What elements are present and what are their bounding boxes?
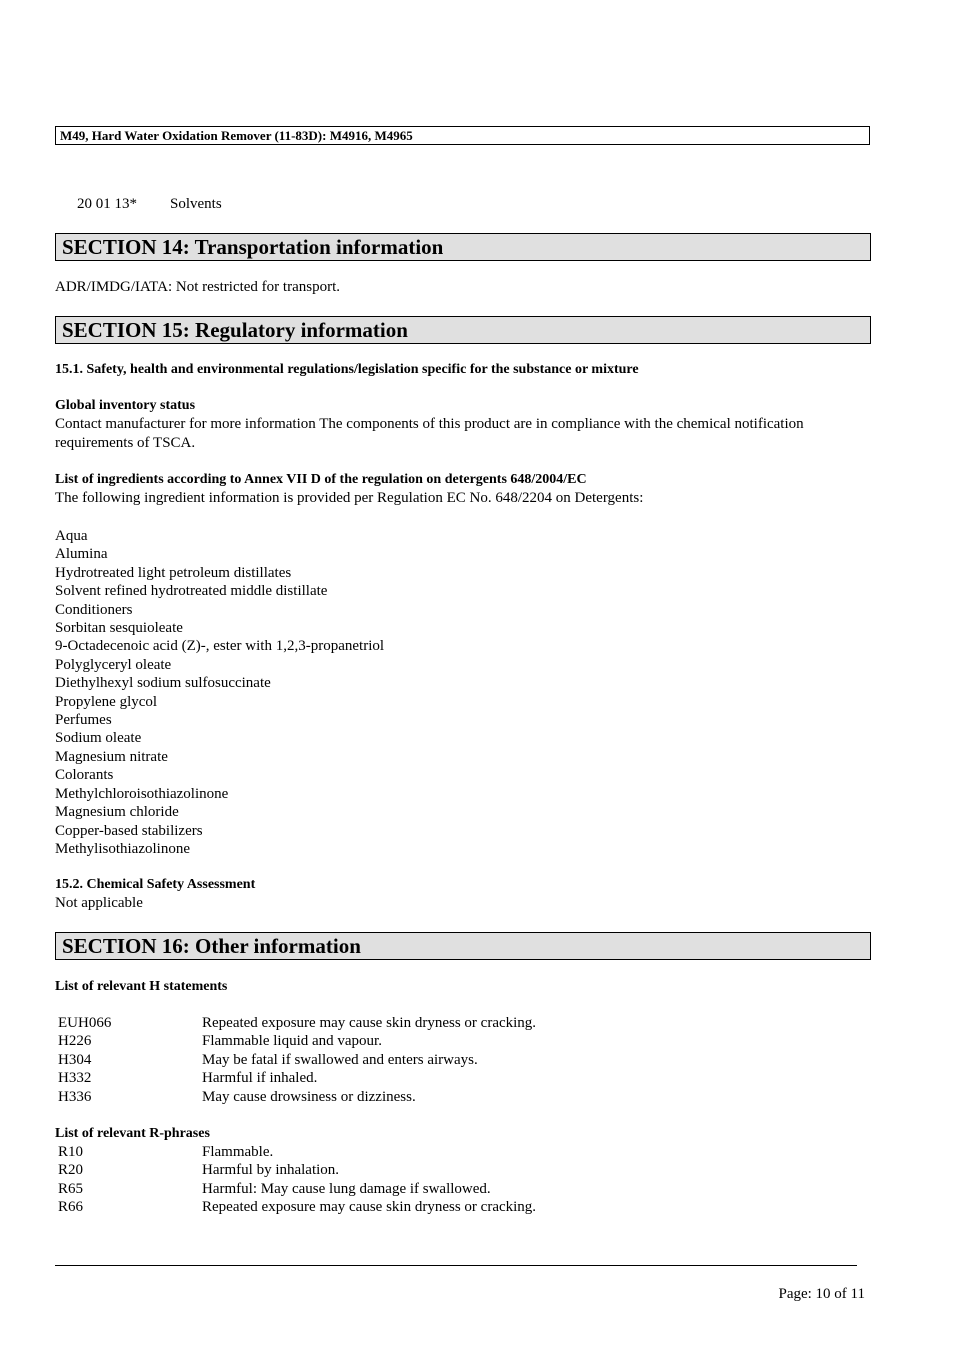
transport-text: ADR/IMDG/IATA: Not restricted for transport. [55, 279, 340, 295]
csa-heading: 15.2. Chemical Safety Assessment [55, 877, 256, 892]
section-15-title: SECTION 15: Regulatory information [55, 316, 871, 344]
h-statement-row-text: May be fatal if swallowed and enters airways. [202, 1051, 478, 1068]
document-header: M49, Hard Water Oxidation Remover (11-83D): M4916, M4965 [55, 126, 870, 145]
r-phrase-row [0, 1199, 954, 1217]
ingredient-item: Diethylhexyl sodium sulfosuccinate [55, 675, 271, 692]
h-statement-row-text: Flammable liquid and vapour. [202, 1033, 382, 1050]
h-statement-row-code: H332 [58, 1070, 92, 1087]
h-statement-row [0, 1070, 954, 1088]
ingredient-item: Alumina [55, 546, 108, 563]
ingredient-item: Colorants [55, 767, 114, 784]
inventory-line-1: Contact manufacturer for more information The components of this product are in compliance with the chemical notification [55, 416, 804, 432]
ingredient-item: Methylchloroisothiazolinone [55, 785, 229, 802]
ingredient-item: Sodium oleate [55, 730, 142, 747]
ingredient-item: Aqua [55, 528, 88, 544]
ingredient-item: Sorbitan sesquioleate [55, 620, 183, 637]
h-statement-row-code: H304 [58, 1051, 92, 1068]
h-statement-row-text: May cause drowsiness or dizziness. [202, 1088, 416, 1105]
ingredient-item: Propylene glycol [55, 693, 158, 710]
csa-text: Not applicable [55, 895, 143, 911]
h-statement-row-code: EUH066 [58, 1015, 112, 1031]
subsection-15-1: 15.1. Safety, health and environmental regulations/legislation specific for the substance or mixture [55, 362, 639, 377]
r-phrase-row [0, 1144, 954, 1162]
ingredients-intro: The following ingredient information is provided per Regulation EC No. 648/2204 on Detergents: [55, 490, 644, 506]
ingredient-item: Conditioners [55, 601, 133, 618]
ingredient-item: Magnesium nitrate [55, 748, 168, 765]
ingredient-item: 9-Octadecenoic acid (Z)-, ester with 1,2,3-propanetriol [55, 638, 385, 655]
ingredient-item: Copper-based stabilizers [55, 822, 203, 839]
h-statement-row [0, 1052, 954, 1070]
page-number: Page: 10 of 11 [778, 1286, 865, 1302]
r-phrase-row-code: R20 [58, 1162, 84, 1179]
h-statement-row-text: Harmful if inhaled. [202, 1070, 318, 1087]
r-phrase-row-code: R66 [58, 1199, 84, 1216]
ingredient-item: Magnesium chloride [55, 804, 179, 821]
section-14-title: SECTION 14: Transportation information [55, 233, 871, 261]
ingredient-item: Hydrotreated light petroleum distillates [55, 564, 292, 581]
r-phrase-row-text: Flammable. [202, 1144, 274, 1160]
inventory-line-2: requirements of TSCA. [55, 435, 196, 451]
r-phrase-row-code: R65 [58, 1180, 84, 1197]
ingredient-item: Solvent refined hydrotreated middle distillate [55, 583, 328, 600]
ingredients-heading: List of ingredients according to Annex VII D of the regulation on detergents 648/2004/EC [55, 472, 587, 487]
h-statement-row [0, 1015, 954, 1033]
h-statements-heading: List of relevant H statements [55, 979, 228, 994]
r-phrase-row-text: Harmful by inhalation. [202, 1162, 340, 1179]
r-phrase-row [0, 1162, 954, 1180]
h-statement-row-text: Repeated exposure may cause skin dryness or cracking. [202, 1015, 537, 1031]
r-phrase-row-code: R10 [58, 1144, 84, 1160]
r-phrase-row-text: Repeated exposure may cause skin dryness or cracking. [202, 1199, 537, 1216]
ingredient-item: Perfumes [55, 712, 112, 729]
section-16-title: SECTION 16: Other information [55, 932, 871, 960]
r-phrases-heading: List of relevant R-phrases [55, 1126, 210, 1141]
footer-divider [55, 1265, 857, 1266]
inventory-heading: Global inventory status [55, 398, 196, 413]
h-statement-row [0, 1089, 954, 1107]
r-phrase-row [0, 1181, 954, 1199]
ingredient-item: Polyglyceryl oleate [55, 656, 172, 673]
waste-label: Solvents [170, 196, 222, 212]
r-phrase-row-text: Harmful: May cause lung damage if swallowed. [202, 1180, 491, 1197]
h-statement-row [0, 1033, 954, 1051]
waste-code: 20 01 13* [77, 196, 137, 212]
h-statements-list [0, 1015, 954, 1107]
ingredient-item: Methylisothiazolinone [55, 840, 190, 857]
ingredients-list [55, 527, 384, 858]
r-phrases-list [0, 1144, 954, 1218]
h-statement-row-code: H336 [58, 1088, 92, 1105]
h-statement-row-code: H226 [58, 1033, 92, 1050]
